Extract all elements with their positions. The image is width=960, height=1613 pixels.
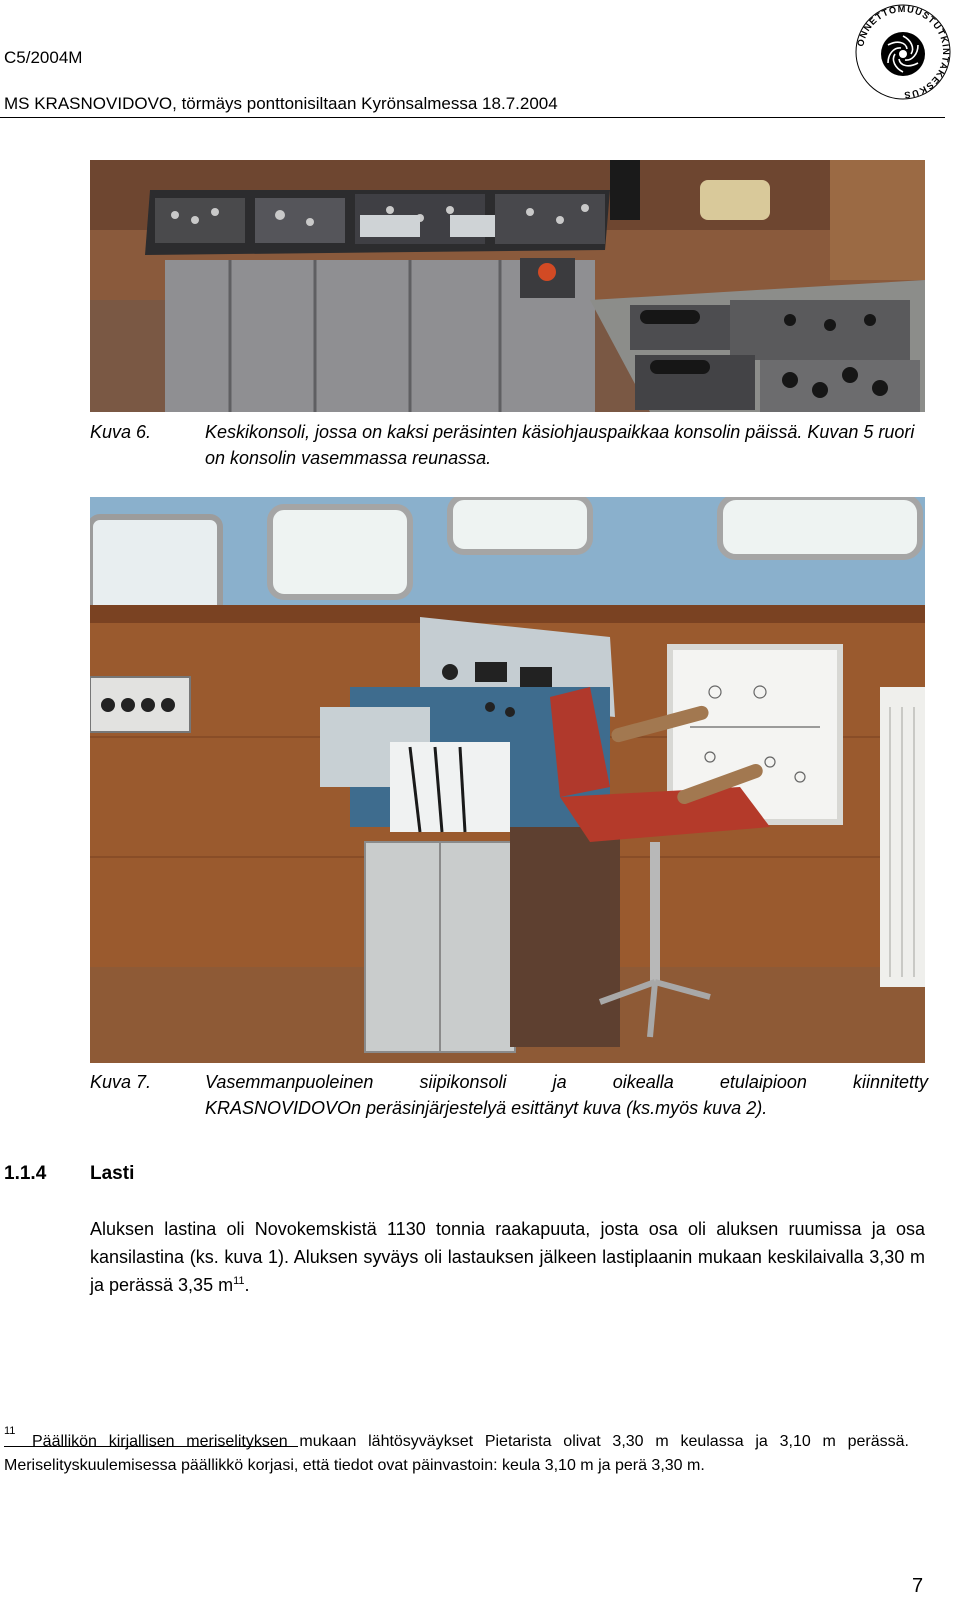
paragraph-text: Aluksen lastina oli Novokemskistä 1130 tonnia raakapuuta, josta osa oli aluksen ruumissa ja osa kansilastina (ks. kuva 1). Aluksen syväys oli lastauksen jälkeen lastiplaanin mukaan keskilaivalla 3,30 m ja perässä 3,35 m (90, 1219, 925, 1295)
paragraph-end: . (244, 1275, 250, 1295)
footnote-text (4, 1430, 909, 1478)
figure-7-caption (90, 1069, 930, 1125)
footnote-reference[interactable]: 11 (233, 1275, 245, 1287)
figure-7-caption-line-2: KRASNOVIDOVOn peräsinjärjestelyä esittänyt kuva (ks.myös kuva 2). (205, 1098, 768, 1118)
figure-6-caption-text: Keskikonsoli, jossa on kaksi peräsinten käsiohjauspaikkaa konsolin päissä. Kuvan 5 ruori on konsolin vasemmassa reunassa. (205, 422, 915, 468)
section-paragraph (90, 1215, 925, 1299)
header-rule (0, 117, 945, 118)
figure-6-label: Kuva 6. (90, 422, 152, 442)
footnote-number: 11 (4, 1425, 16, 1437)
figure-7-caption-line-1: Vasemmanpuoleinen siipikonsoli ja oikealla etulaipioon kiinnitetty (205, 1072, 928, 1092)
svg-text:ONNETTOMUUSTUTKINTAKESKUS: ONNETTOMUUSTUTKINTAKESKUS (855, 3, 952, 101)
section-title: Lasti (90, 1163, 135, 1184)
section-number: 1.1.4 (4, 1163, 47, 1184)
agency-seal-logo (853, 2, 953, 102)
figure-7-caption-text (205, 1069, 928, 1121)
page-number: 7 (912, 1575, 924, 1597)
photo-central-console (90, 160, 925, 412)
document-code: C5/2004M (4, 48, 83, 67)
figure-7-label: Kuva 7. (90, 1072, 152, 1092)
figure-6-caption (90, 419, 930, 475)
footnote-body: Päällikön kirjallisen meriselityksen mukaan lähtösyväykset Pietarista olivat 3,30 m keulassa ja 3,10 m perässä. Meriselityskuulemisessa päällikkö korjasi, että tiedot ovat päinvastoin: keula 3,10 m ja perä 3,30 m. (4, 1433, 909, 1474)
photo-wing-console (90, 497, 925, 1063)
document-title: MS KRASNOVIDOVO, törmäys ponttonisiltaan Kyrönsalmessa 18.7.2004 (4, 94, 558, 113)
